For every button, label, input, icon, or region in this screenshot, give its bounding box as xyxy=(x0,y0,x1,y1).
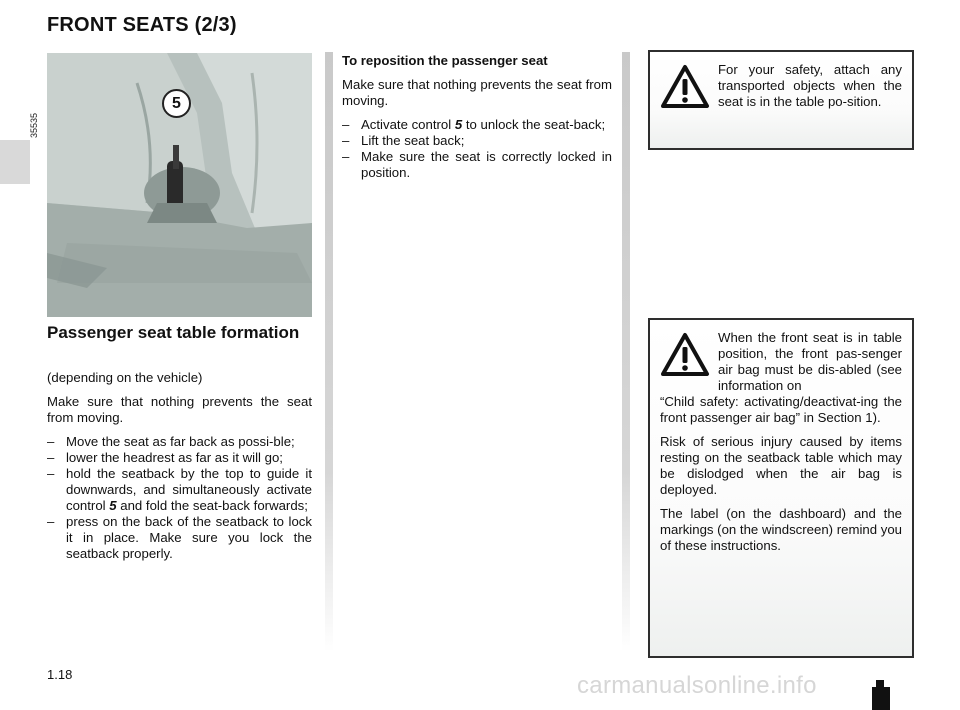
reposition-heading: To reposition the passenger seat xyxy=(342,53,548,68)
reposition-section xyxy=(342,53,612,181)
warning-text xyxy=(660,330,902,562)
section-heading: Passenger seat table formation xyxy=(47,323,300,342)
vehicle-note: (depending on the vehicle) xyxy=(47,370,203,385)
list-item: – Make sure the seat is correctly locked in position. xyxy=(342,149,612,181)
list-text: to unlock the seat-back; xyxy=(462,117,606,132)
list-item: – lower the headrest as far as it will go; xyxy=(47,450,312,466)
warning-paragraph: Risk of serious injury caused by items resting on the seatback table which may be dislodged when the air bag is deployed. xyxy=(660,434,902,497)
reposition-intro: Make sure that nothing prevents the seat from moving. xyxy=(342,77,612,108)
warning-paragraph: For your safety, attach any transported objects when the seat is in the table po-sition. xyxy=(718,62,902,109)
intro-paragraph: Make sure that nothing prevents the seat from moving. xyxy=(47,394,312,425)
warning-box-attach-objects xyxy=(648,50,914,150)
list-item: – press on the back of the seatback to lock it in place. Make sure you lock the seatback properly. xyxy=(47,514,312,562)
list-item xyxy=(342,117,612,133)
list-text: Activate control xyxy=(361,117,455,132)
control-ref: 5 xyxy=(454,117,463,132)
warning-box-air-bag xyxy=(648,318,914,658)
column-divider xyxy=(622,52,630,652)
photo-reference xyxy=(29,100,43,140)
photo-id-label: 35535 xyxy=(29,112,39,138)
callout-5: 5 xyxy=(162,89,191,118)
reposition-list xyxy=(342,117,612,181)
corner-mark xyxy=(872,687,890,710)
table-section-body xyxy=(47,370,312,562)
list-item: – Lift the seat back; xyxy=(342,133,612,149)
list-item xyxy=(47,466,312,514)
list-text: and fold the seat-back forwards; xyxy=(116,498,308,513)
section-tab xyxy=(0,140,30,184)
warning-paragraph: “Child safety: activating/deactivat-ing the front passenger air bag” in Section 1). xyxy=(660,394,902,425)
column-divider xyxy=(325,52,333,652)
warning-paragraph: The label (on the dashboard) and the markings (on the windscreen) remind you of these instructions. xyxy=(660,506,902,553)
list-text: hold the seatback by the top to guide it downwards, and simultaneously activate control xyxy=(66,466,312,513)
page-number: 1.18 xyxy=(47,667,73,682)
warning-lead: When the front seat is in table position, the front pas-senger air bag must be dis-abled (see information on xyxy=(718,330,902,393)
page-title: FRONT SEATS (2/3) xyxy=(47,14,237,36)
warning-text xyxy=(660,62,902,118)
list-item: – Move the seat as far back as possi-ble; xyxy=(47,434,312,450)
watermark: carmanualsonline.info xyxy=(577,672,817,699)
step-list xyxy=(47,434,312,562)
control-ref: 5 xyxy=(109,498,117,513)
